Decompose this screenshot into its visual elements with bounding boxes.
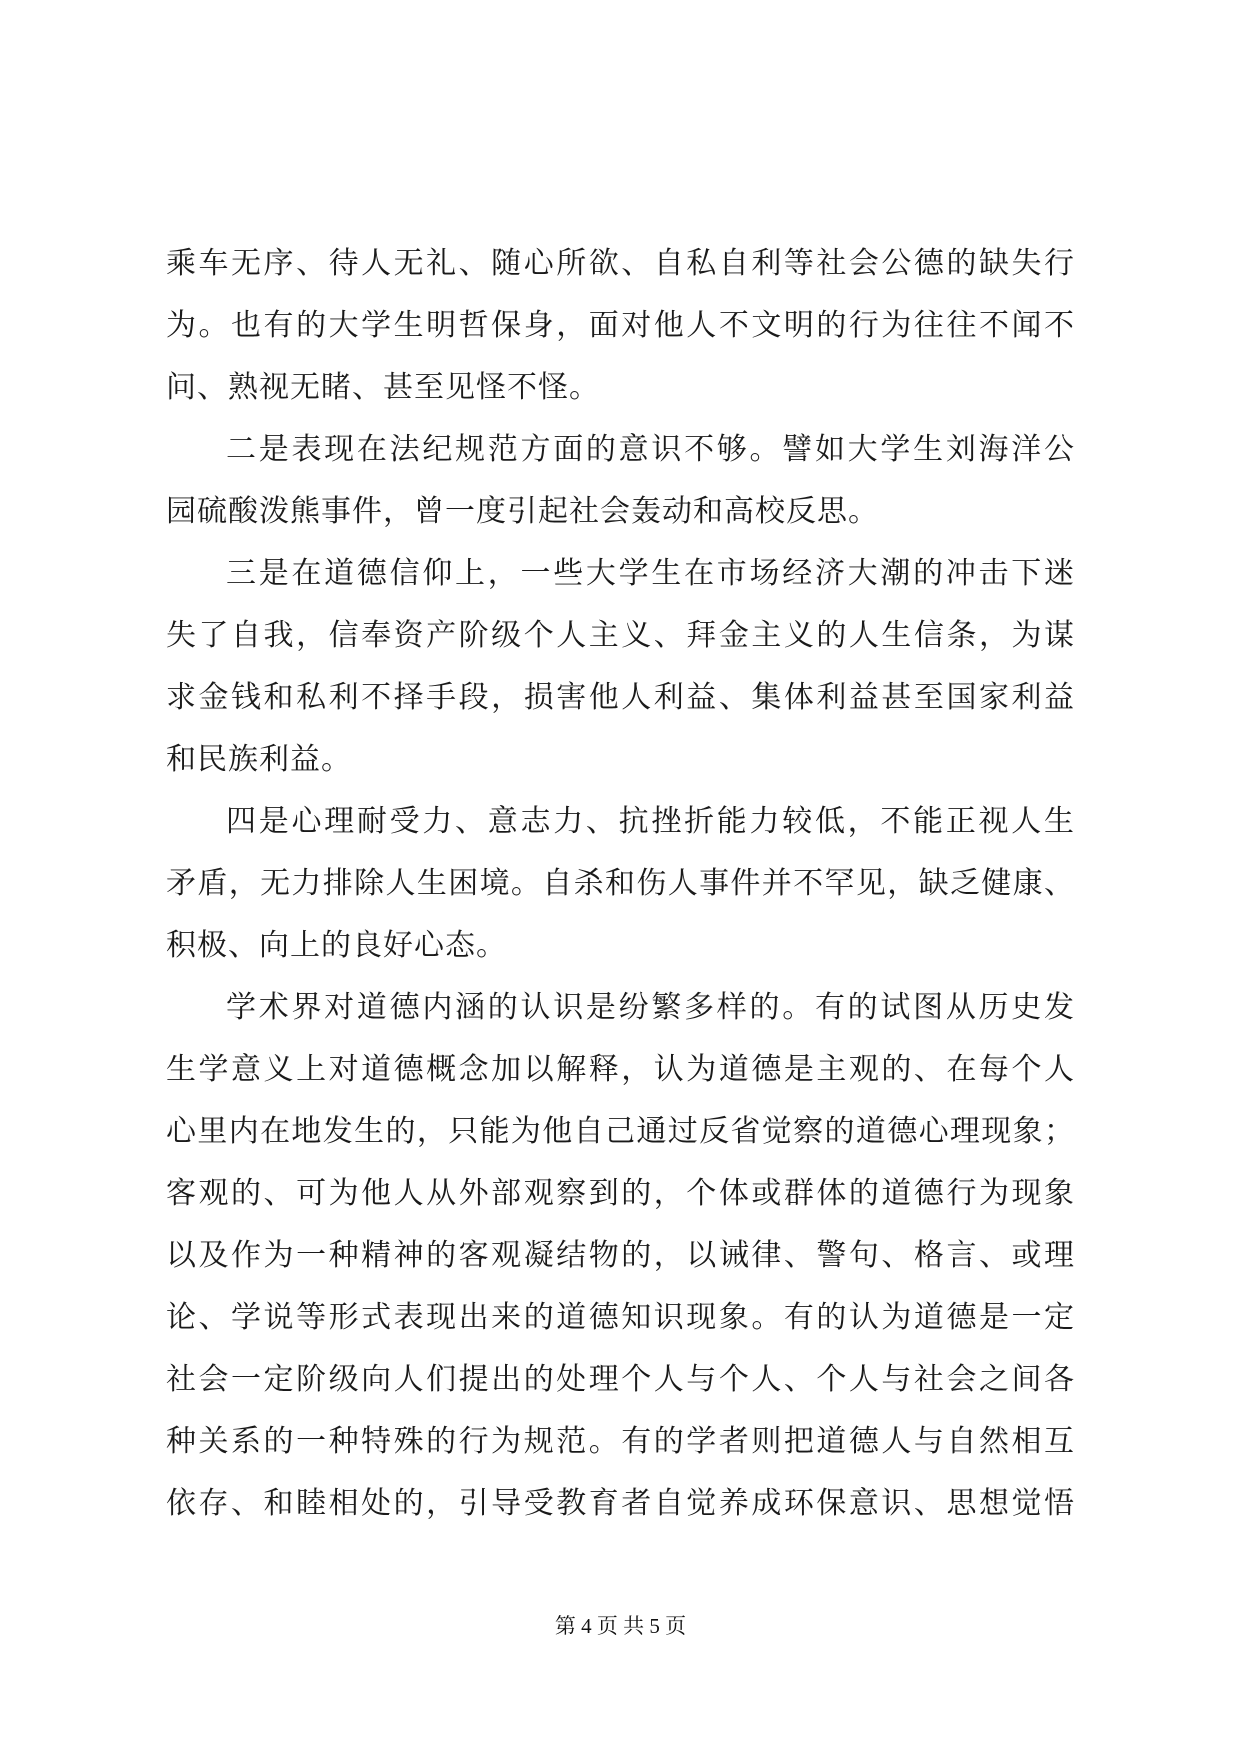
text-line: 社会一定阶级向人们提出的处理个人与个人、个人与社会之间各: [166, 1362, 1075, 1397]
text-line: 和民族利益。: [166, 742, 352, 777]
text-line: 心里内在地发生的，只能为他自己通过反省觉察的道德心理现象；: [166, 1114, 1075, 1149]
paragraph-first-line: 三是在道德信仰上，一些大学生在市场经济大潮的冲击下迷: [226, 556, 1075, 591]
text-line: 客观的、可为他人从外部观察到的，个体或群体的道德行为现象: [166, 1176, 1075, 1211]
paragraph-first-line: 学术界对道德内涵的认识是纷繁多样的。有的试图从历史发: [226, 990, 1075, 1025]
text-line: 种关系的一种特殊的行为规范。有的学者则把道德人与自然相互: [166, 1424, 1075, 1459]
paragraph-first-line: 四是心理耐受力、意志力、抗挫折能力较低，不能正视人生: [226, 804, 1075, 839]
page-footer: [0, 1612, 1241, 1640]
text-line: 以及作为一种精神的客观凝结物的，以诫律、警句、格言、或理: [166, 1238, 1075, 1273]
text-line: 为。也有的大学生明哲保身，面对他人不文明的行为往往不闻不: [166, 308, 1075, 343]
text-line: 依存、和睦相处的，引导受教育者自觉养成环保意识、思想觉悟: [166, 1486, 1075, 1521]
text-line: 问、熟视无睹、甚至见怪不怪。: [166, 370, 600, 405]
text-line: 积极、向上的良好心态。: [166, 928, 507, 963]
text-line: 生学意义上对道德概念加以解释，认为道德是主观的、在每个人: [166, 1052, 1075, 1087]
text-line: 论、学说等形式表现出来的道德知识现象。有的认为道德是一定: [166, 1300, 1075, 1335]
text-line: 乘车无序、待人无礼、随心所欲、自私自利等社会公德的缺失行: [166, 246, 1075, 281]
text-line: 园硫酸泼熊事件，曾一度引起社会轰动和高校反思。: [166, 494, 879, 529]
text-line: 矛盾，无力排除人生困境。自杀和伤人事件并不罕见，缺乏健康、: [166, 866, 1075, 901]
paragraph-first-line: 二是表现在法纪规范方面的意识不够。譬如大学生刘海洋公: [226, 432, 1075, 467]
text-line: 求金钱和私利不择手段，损害他人利益、集体利益甚至国家利益: [166, 680, 1075, 715]
body-text: [166, 233, 1075, 1535]
page-number-label: 第 4 页 共 5 页: [554, 1614, 687, 1638]
text-line: 失了自我，信奉资产阶级个人主义、拜金主义的人生信条，为谋: [166, 618, 1075, 653]
